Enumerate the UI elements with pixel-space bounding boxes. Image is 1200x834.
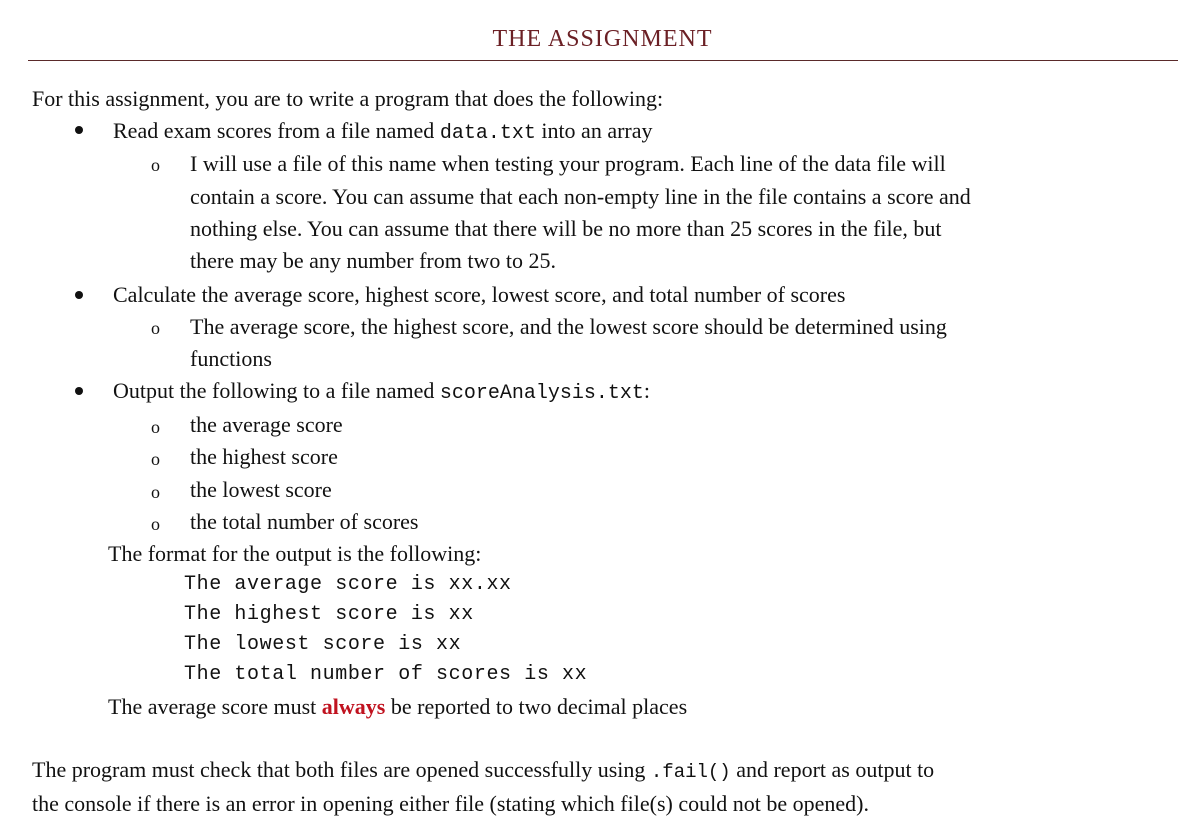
sub-bullet-circle-icon: o	[151, 449, 160, 469]
bullet-3-post: :	[643, 378, 651, 403]
note-post: be reported to two decimal places	[385, 694, 688, 719]
closing-pre: The program must check that both files are opened successfully using	[32, 757, 651, 782]
format-line-total: The total number of scores is xx	[184, 663, 588, 686]
data-file-name: data.txt	[439, 122, 536, 145]
format-intro: The format for the output is the following:	[108, 541, 482, 566]
bullet-dot-icon	[75, 126, 83, 134]
bullet-dot-icon	[75, 291, 83, 299]
bullet-1-sub-line-2: contain a score. You can assume that each non-empty line in the file contains a score and	[190, 184, 971, 209]
bullet-3-pre: Output the following to a file named	[113, 378, 440, 403]
note-pre: The average score must	[108, 694, 322, 719]
bullet-2-sub-line-1: The average score, the highest score, and the lowest score should be determined using	[190, 314, 947, 339]
bullet-1-sub-line-3: nothing else. You can assume that there will be no more than 25 scores in the file, but	[190, 216, 942, 241]
bullet-1-pre: Read exam scores from a file named	[113, 118, 440, 143]
sub-bullet-circle-icon: o	[151, 482, 160, 502]
output-item-lowest: the lowest score	[190, 477, 332, 502]
bullet-2-text: Calculate the average score, highest score, lowest score, and total number of scores	[113, 282, 846, 307]
bullet-dot-icon	[75, 387, 83, 395]
fail-method: .fail()	[650, 761, 731, 783]
sub-bullet-circle-icon: o	[151, 514, 160, 534]
intro-text: For this assignment, you are to write a program that does the following:	[32, 86, 664, 111]
closing-post: and report as output to	[730, 757, 935, 782]
page-title: THE ASSIGNMENT	[492, 26, 713, 52]
output-item-highest: the highest score	[190, 444, 338, 469]
closing-line-2: the console if there is an error in opening either file (stating which file(s) could not be opened).	[32, 791, 869, 816]
closing-line-1	[32, 754, 934, 788]
bullet-1-sub-line-4: there may be any number from two to 25.	[190, 248, 556, 273]
output-item-average: the average score	[190, 412, 343, 437]
sub-bullet-circle-icon: o	[151, 155, 160, 175]
format-line-lowest: The lowest score is xx	[184, 633, 462, 656]
output-item-total: the total number of scores	[190, 509, 419, 534]
format-line-average: The average score is xx.xx	[184, 573, 512, 596]
title-divider	[28, 60, 1178, 61]
format-line-highest: The highest score is xx	[184, 603, 474, 626]
bullet-1-text	[113, 115, 653, 150]
output-file-name: scoreAnalysis.txt	[439, 382, 644, 405]
sub-bullet-circle-icon: o	[151, 417, 160, 437]
bullet-2-sub-line-2: functions	[190, 346, 272, 371]
sub-bullet-circle-icon: o	[151, 318, 160, 338]
emphasis-always: always	[321, 694, 386, 719]
bullet-3-text	[113, 375, 650, 410]
average-precision-note	[108, 691, 687, 723]
bullet-1-sub-line-1: I will use a file of this name when testing your program. Each line of the data file will	[190, 151, 946, 176]
bullet-1-post: into an array	[535, 118, 653, 143]
